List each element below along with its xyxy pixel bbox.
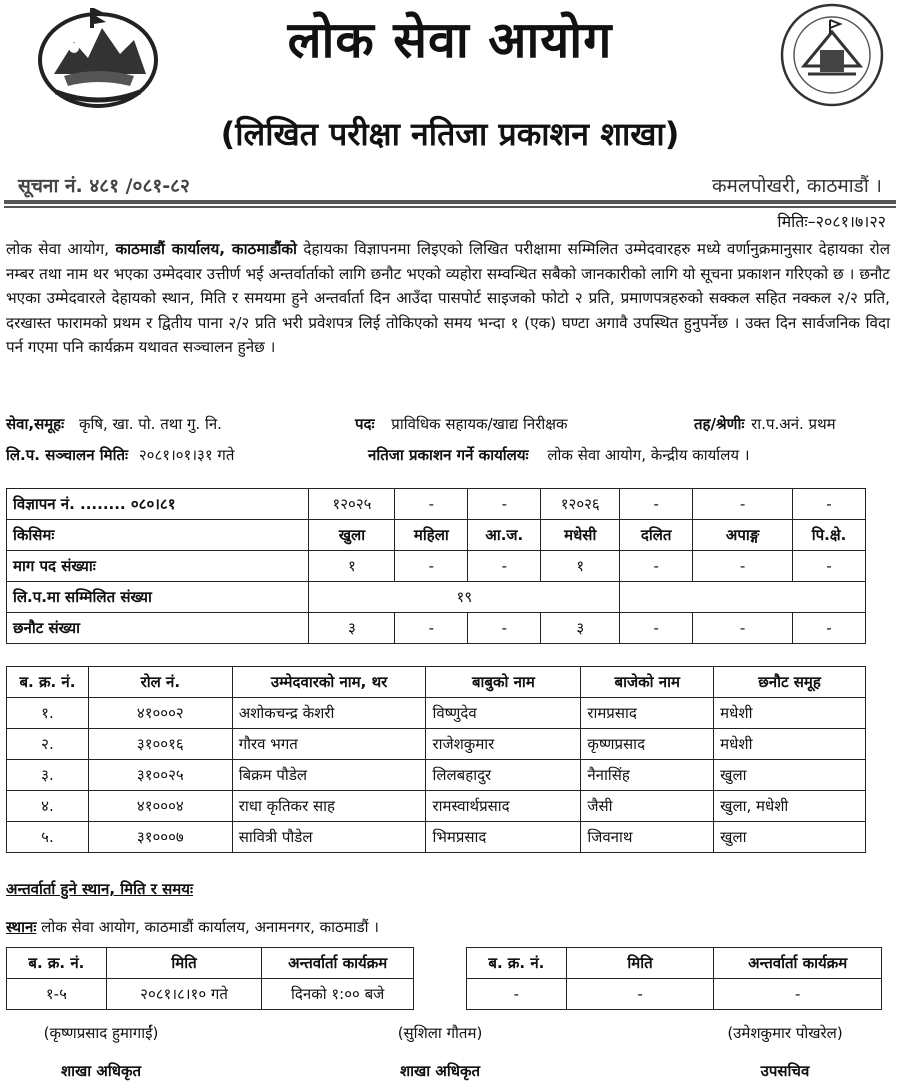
type-cell: आ.ज. bbox=[468, 520, 541, 551]
venue-value: लोक सेवा आयोग, काठमाडौं कार्यालय, अनामनगर, काठमाडौं । bbox=[36, 918, 379, 936]
signatory-title: शाखा अधिकृत bbox=[399, 1062, 481, 1080]
notice-number: सूचना नं. ४८१ /०८१-८२ bbox=[18, 175, 190, 197]
interview-header: अन्तर्वार्ता कार्यक्रम bbox=[714, 948, 882, 979]
selected-cell: ३ bbox=[541, 613, 620, 644]
results-header: उम्मेदवारको नाम, थर bbox=[232, 667, 426, 698]
interview-table-left bbox=[6, 947, 414, 1010]
table-row bbox=[7, 791, 866, 822]
level-label: तह/श्रेणीः bbox=[694, 415, 745, 433]
roll-cell: ३१००१६ bbox=[88, 729, 232, 760]
type-cell: दलित bbox=[620, 520, 693, 551]
table-row bbox=[7, 760, 866, 791]
participants-row bbox=[7, 582, 866, 613]
father-cell: रामस्वार्थप्रसाद bbox=[426, 791, 581, 822]
participants-empty bbox=[620, 582, 866, 613]
signatory-name: (कृष्णप्रसाद हुमागाईं) bbox=[43, 1024, 159, 1042]
grandfather-cell: नैनासिंह bbox=[581, 760, 714, 791]
selected-cell: - bbox=[793, 613, 866, 644]
adv-row bbox=[7, 489, 866, 520]
adv-cell: - bbox=[468, 489, 541, 520]
selected-cell: ३ bbox=[309, 613, 395, 644]
body-text: देहायका विज्ञापनमा लिइएको लिखित परीक्षामा सम्मिलित उम्मेदवारहरु मध्ये वर्णानुक्रमानुसार देहायका रोल नम्बर तथा नाम थर भएका उम्मेदवार उत्तीर्ण भई अन्तर्वार्ताको लागि छनौट भएको व्यहोरा सम्वन्धित सबैको जानकारीको लागि यो सूचना प्रकाशन गरिएको छ । छनौट भएका उम्मेदवारले देहायको स्थान, मिति र समयमा हुने अन्तर्वार्ता दिन आउँदा पासपोर्ट साइजको फोटो २ प्रति, प्रमाणपत्रहरुको सक्कल सहित नक्कल २/२ प्रति, दरखास्त फारामको प्रथम र द्वितीय पाना २/२ प्रति भरी प्रवेशपत्र लिई तोकिएको समय भन्दा १ (एक) घण्टा अगावै उपस्थित हुनुपर्नेछ । उक्त दिन सार्वजनिक विदा पर्न गएमा पनि कार्यक्रम यथावत सञ्चालन हुनेछ । bbox=[6, 240, 890, 357]
demand-label: माग पद संख्याः bbox=[7, 551, 309, 582]
type-cell: महिला bbox=[395, 520, 468, 551]
selected-row bbox=[7, 613, 866, 644]
signatory-title: शाखा अधिकृत bbox=[60, 1062, 142, 1080]
interview-header: ब. क्र. नं. bbox=[467, 948, 567, 979]
venue-label: स्थानः bbox=[6, 918, 37, 936]
roll-cell: ४१०००४ bbox=[88, 791, 232, 822]
body-office: काठमाडौं कार्यालय, काठमाडौंको bbox=[115, 240, 297, 258]
roll-cell: ३१००२५ bbox=[88, 760, 232, 791]
demand-cell: - bbox=[793, 551, 866, 582]
serial-cell: ५. bbox=[7, 822, 89, 853]
interview-header-row bbox=[7, 948, 414, 979]
interview-cell: - bbox=[467, 979, 567, 1010]
adv-cell: १२०२५ bbox=[309, 489, 395, 520]
exam-date bbox=[6, 445, 234, 465]
demand-cell: - bbox=[620, 551, 693, 582]
type-label: किसिमः bbox=[7, 520, 309, 551]
demand-cell: - bbox=[395, 551, 468, 582]
group-cell: मधेशी bbox=[714, 698, 866, 729]
grandfather-cell: रामप्रसाद bbox=[581, 698, 714, 729]
level-value: रा.प.अनं. प्रथम bbox=[751, 415, 836, 433]
name-cell: राधा कृतिकर साह bbox=[232, 791, 426, 822]
adv-cell: - bbox=[395, 489, 468, 520]
table-row bbox=[467, 979, 882, 1010]
interview-table-right bbox=[466, 947, 882, 1010]
participants-label: लि.प.मा सम्मिलित संख्या bbox=[7, 582, 309, 613]
selected-cell: - bbox=[693, 613, 793, 644]
demand-cell: - bbox=[468, 551, 541, 582]
roll-cell: ४१०००२ bbox=[88, 698, 232, 729]
service-group bbox=[6, 414, 222, 434]
name-cell: अशोकचन्द्र केशरी bbox=[232, 698, 426, 729]
adv-cell: - bbox=[620, 489, 693, 520]
interview-header: अन्तर्वार्ता कार्यक्रम bbox=[262, 948, 414, 979]
results-header: छनौट समूह bbox=[714, 667, 866, 698]
table-row bbox=[7, 979, 414, 1010]
adv-cell: - bbox=[793, 489, 866, 520]
header-divider-thin bbox=[4, 206, 896, 208]
serial-cell: १. bbox=[7, 698, 89, 729]
result-office bbox=[368, 445, 750, 465]
father-cell: भिमप्रसाद bbox=[426, 822, 581, 853]
results-header: बाजेको नाम bbox=[581, 667, 714, 698]
vacancy-table bbox=[6, 488, 866, 644]
interview-header: मिति bbox=[106, 948, 262, 979]
exam-date-label: लि.प. सञ्चालन मितिः bbox=[6, 446, 129, 464]
interview-cell: - bbox=[714, 979, 882, 1010]
demand-cell: - bbox=[693, 551, 793, 582]
interview-venue bbox=[6, 917, 379, 937]
selected-cell: - bbox=[468, 613, 541, 644]
result-office-value: लोक सेवा आयोग, केन्द्रीय कार्यालय । bbox=[547, 446, 750, 464]
grandfather-cell: जैसी bbox=[581, 791, 714, 822]
serial-cell: ३. bbox=[7, 760, 89, 791]
group-cell: खुला, मधेशी bbox=[714, 791, 866, 822]
interview-cell: - bbox=[566, 979, 714, 1010]
selected-label: छनौट संख्या bbox=[7, 613, 309, 644]
adv-cell: - bbox=[693, 489, 793, 520]
interview-header-row bbox=[467, 948, 882, 979]
table-row bbox=[7, 698, 866, 729]
father-cell: विष्णुदेव bbox=[426, 698, 581, 729]
roll-cell: ३१०००७ bbox=[88, 822, 232, 853]
service-label: सेवा,समूहः bbox=[6, 415, 65, 433]
signatory-title: उपसचिव bbox=[760, 1062, 810, 1080]
group-cell: खुला bbox=[714, 760, 866, 791]
result-office-label: नतिजा प्रकाशन गर्ने कार्यालयः bbox=[368, 446, 529, 464]
table-row bbox=[7, 822, 866, 853]
interview-cell: १-५ bbox=[7, 979, 107, 1010]
signatory-name: (सुशिला गौतम) bbox=[397, 1024, 483, 1042]
interview-cell: दिनको १:०० बजे bbox=[262, 979, 414, 1010]
name-cell: बिक्रम पौडेल bbox=[232, 760, 426, 791]
type-cell: पि.क्षे. bbox=[793, 520, 866, 551]
interview-heading: अन्तर्वार्ता हुने स्थान, मिति र समयः bbox=[6, 880, 193, 898]
exam-date-value: २०८१।०१।३१ गते bbox=[138, 446, 235, 464]
grandfather-cell: जिवनाथ bbox=[581, 822, 714, 853]
adv-cell: १२०२६ bbox=[541, 489, 620, 520]
serial-cell: ४. bbox=[7, 791, 89, 822]
psc-seal-logo bbox=[778, 2, 886, 108]
type-cell: खुला bbox=[309, 520, 395, 551]
type-row bbox=[7, 520, 866, 551]
level bbox=[694, 414, 836, 434]
name-cell: गौरव भगत bbox=[232, 729, 426, 760]
post-label: पदः bbox=[355, 415, 375, 433]
serial-cell: २. bbox=[7, 729, 89, 760]
results-header: ब. क्र. नं. bbox=[7, 667, 89, 698]
demand-cell: १ bbox=[541, 551, 620, 582]
name-cell: सावित्री पौडेल bbox=[232, 822, 426, 853]
results-header: रोल नं. bbox=[88, 667, 232, 698]
demand-cell: १ bbox=[309, 551, 395, 582]
father-cell: लिलबहादुर bbox=[426, 760, 581, 791]
results-header: बाबुको नाम bbox=[426, 667, 581, 698]
signatory-name: (उमेशकुमार पोखरेल) bbox=[727, 1024, 843, 1042]
notice-date: मितिः–२०८१।७।२२ bbox=[777, 212, 886, 231]
results-header-row bbox=[7, 667, 866, 698]
post-value: प्राविधिक सहायक/खाद्य निरीक्षक bbox=[391, 415, 568, 433]
adv-label: विज्ञापन नं. ........ ०८०।८१ bbox=[7, 489, 309, 520]
interview-cell: २०८१।८।१० गते bbox=[106, 979, 262, 1010]
interview-header: ब. क्र. नं. bbox=[7, 948, 107, 979]
service-value: कृषि, खा. पो. तथा गु. नि. bbox=[78, 415, 222, 433]
type-cell: अपाङ्ग bbox=[693, 520, 793, 551]
group-cell: मधेशी bbox=[714, 729, 866, 760]
father-cell: राजेशकुमार bbox=[426, 729, 581, 760]
body-lead: लोक सेवा आयोग, bbox=[6, 240, 116, 258]
demand-row bbox=[7, 551, 866, 582]
page-subtitle: (लिखित परीक्षा नतिजा प्रकाशन शाखा) bbox=[220, 115, 680, 153]
participants-value: १९ bbox=[309, 582, 620, 613]
office-location: कमलपोखरी, काठमाडौं । bbox=[711, 175, 882, 197]
interview-header: मिति bbox=[566, 948, 714, 979]
post bbox=[355, 414, 567, 434]
page-title: लोक सेवा आयोग bbox=[287, 11, 613, 69]
grandfather-cell: कृष्णप्रसाद bbox=[581, 729, 714, 760]
group-cell: खुला bbox=[714, 822, 866, 853]
header-divider bbox=[4, 200, 896, 204]
notice-body bbox=[6, 237, 890, 360]
selected-cell: - bbox=[395, 613, 468, 644]
type-cell: मधेसी bbox=[541, 520, 620, 551]
results-table bbox=[6, 666, 866, 853]
selected-cell: - bbox=[620, 613, 693, 644]
table-row bbox=[7, 729, 866, 760]
